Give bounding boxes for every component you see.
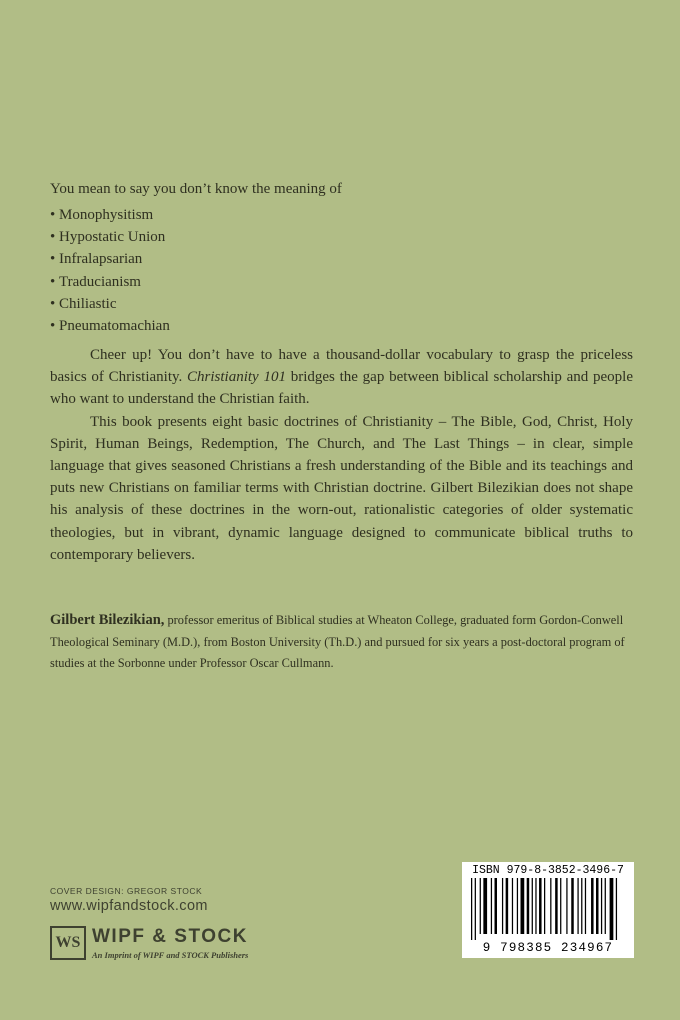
isbn-barcode [462,862,634,958]
book-title: Christianity 101 [187,369,286,386]
barcode-bar [535,878,536,934]
barcode-bar [581,878,582,934]
paragraph-text: bridges the gap between biblical scholarship and people who want to understand the Christian faith. [50,369,634,408]
barcode-bar [475,878,476,940]
isbn-digits: 9 798385 234967 [482,941,614,955]
list-item: • Infralapsarian [50,248,170,270]
barcode-bar [483,878,487,934]
barcode-bar [480,878,481,934]
barcode-bar [566,878,567,934]
publisher-website: www.wipfandstock.com [50,898,208,914]
author-bio [50,610,638,675]
barcode-bar [610,878,614,940]
publisher-imprint: An Imprint of WIPF and STOCK Publishers [92,950,249,960]
barcode-bar [601,878,602,934]
blurb [50,344,633,566]
barcode-bar [491,878,492,934]
barcode-bar [577,878,578,934]
barcode-bar [605,878,606,934]
author-bio-text: professor emeritus of Biblical studies at Wheaton College, graduated form Gordon-Conwell Theological Seminary (M.D.), from Boston University (Th.D.) and pursued for six years a post-doctoral program of studies at the Sorbonne under Professor Oscar Cullmann. [50,613,625,670]
author-name: Gilbert Bilezikian, [50,612,165,628]
ws-logo-icon: WS [50,926,86,960]
cover-design-credit: COVER DESIGN: GREGOR STOCK [50,886,203,896]
barcode-bar [616,878,617,940]
paragraph-doctrines: This book presents eight basic doctrines of Christianity – The Bible, God, Christ, Holy Spirit, Human Beings, Redemption, The Church, and The Last Things – in clear, simple language that gives seasoned Christians a fresh understanding of the Bible and its teachings and puts new Christians on familiar terms with Christian doctrine. Gilbert Bilezikian does not shape his analysis of these doctrines in the worn-out, rationalistic categories of older systematic theologies, but in vibrant, dynamic language designed to communicate biblical truths to contemporary believers. [50,413,633,563]
barcode-bar [506,878,509,934]
intro-line: You mean to say you don’t know the meaning of [50,181,342,197]
barcode-bar [495,878,498,934]
barcode-bar [532,878,533,934]
barcode-bar [512,878,513,934]
publisher-logo [50,926,290,966]
barcode-bar [539,878,542,934]
barcode-icon [469,878,627,940]
list-item: • Traducianism [50,271,170,293]
barcode-bar [517,878,518,934]
list-item: • Chiliastic [50,293,170,315]
barcode-bar [502,878,503,934]
barcode-bar [585,878,586,934]
barcode-bar [596,878,599,934]
barcode-bar [571,878,574,934]
barcode-bar [591,878,594,934]
barcode-bar [544,878,545,934]
paragraph-cheer-up [50,344,633,411]
barcode-bar [555,878,558,934]
barcode-bar [550,878,551,934]
term-list [50,204,170,337]
publisher-name: WIPF & STOCK [92,926,248,947]
paragraph-text: Cheer up! You don’t have to have a thousand-dollar vocabulary to grasp the priceless basics of Christianity. [50,347,633,386]
list-item: • Hypostatic Union [50,226,170,248]
isbn-label: ISBN 979-8-3852-3496-7 [472,864,624,877]
barcode-bar [471,878,472,940]
barcode-bar [560,878,561,934]
barcode-bar [521,878,525,934]
list-item: • Pneumatomachian [50,315,170,337]
barcode-bar [527,878,530,934]
list-item: • Monophysitism [50,204,170,226]
